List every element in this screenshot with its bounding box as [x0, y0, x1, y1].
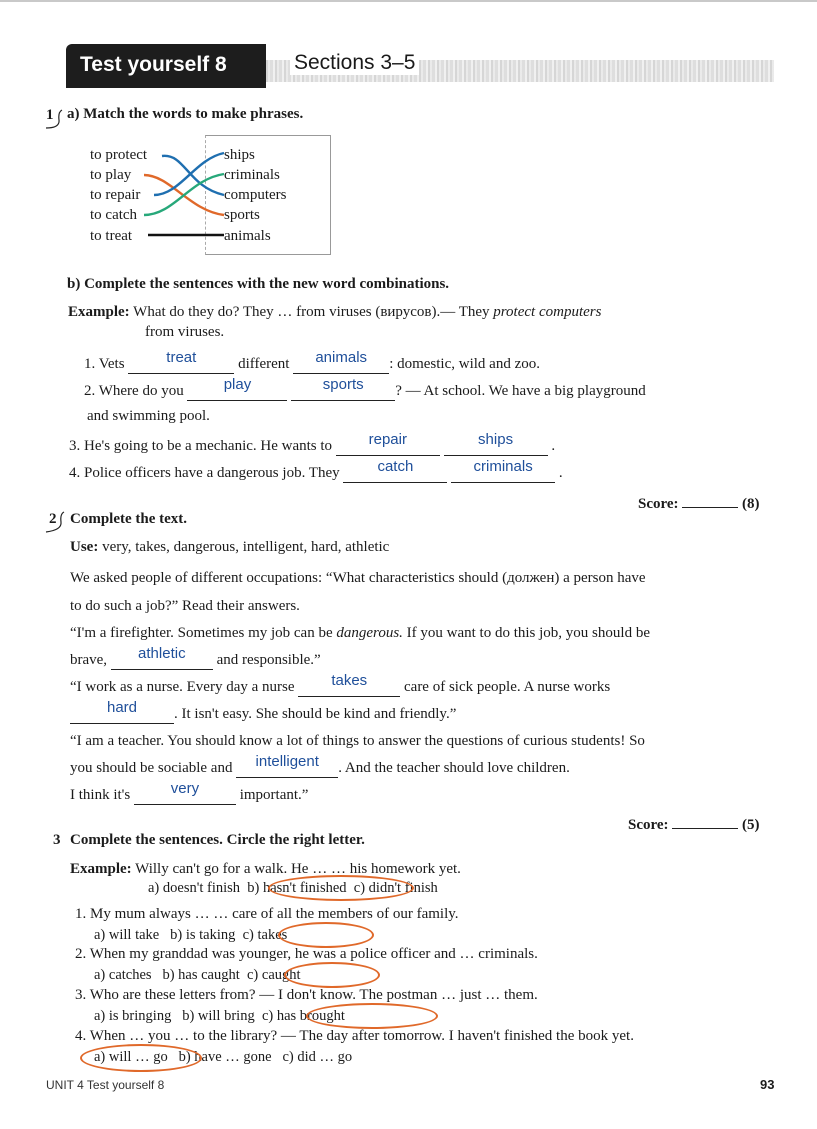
s2-blank-a[interactable] [187, 376, 287, 401]
option-c[interactable]: c) didn't finish [353, 880, 438, 896]
ex3-q4: 4. When … you … to the library? — The day after tomorrow. I haven't finished the book yet. [75, 1028, 634, 1044]
score-value: (8) [742, 496, 760, 512]
ex2-p3b [70, 699, 457, 724]
p2b-blank[interactable] [111, 645, 213, 670]
ex1-sentence-3 [69, 431, 556, 456]
header-sections: Sections 3–5 [290, 51, 419, 75]
ex2-use [70, 539, 389, 556]
s4-post: . [558, 465, 563, 481]
example-italic: protect computers [493, 304, 602, 320]
option-c[interactable]: c) caught [247, 967, 301, 983]
p5-blank[interactable] [134, 780, 236, 805]
use-words: very, takes, dangerous, intelligent, hard, athletic [102, 539, 390, 555]
s1-blank-b[interactable] [293, 349, 389, 374]
p2-pre: “I'm a firefighter. Sometimes my job can be [70, 625, 333, 641]
p3-answer: takes [331, 672, 368, 689]
option-a[interactable]: a) is bringing [94, 1008, 172, 1024]
s2-answer-b: sports [322, 376, 364, 393]
ex2-p4b [70, 753, 570, 778]
q3-answer-circle [306, 1003, 438, 1029]
ex1-sentence-1 [84, 349, 540, 374]
p2-post: If you want to do this job, you should be [406, 625, 650, 641]
right-word: sports [224, 207, 260, 223]
match-lines [140, 145, 230, 245]
s1-blank-a[interactable] [128, 349, 234, 374]
option-a[interactable]: a) catches [94, 967, 152, 983]
left-word: to treat [90, 228, 133, 244]
q4-answer-circle [80, 1044, 202, 1072]
p5-pre: I think it's [70, 787, 131, 803]
p5-answer: very [170, 780, 200, 797]
s3-blank-a[interactable] [336, 431, 440, 456]
ex3-q3: 3. Who are these letters from? — I don't know. The postman … just … them. [75, 987, 538, 1003]
p3b-answer: hard [106, 699, 138, 716]
s3-pre: 3. He's going to be a mechanic. He wants to [69, 438, 333, 454]
s4-blank-b[interactable] [451, 458, 555, 483]
ex1-example [68, 304, 601, 321]
score-label: Score: [628, 817, 669, 833]
option-b[interactable]: b) is taking [170, 927, 236, 943]
q2-answer-circle [284, 962, 380, 988]
s3-answer-a: repair [368, 431, 407, 448]
s3-blank-b[interactable] [444, 431, 548, 456]
s4-answer-a: catch [377, 458, 414, 475]
ex3-q1: 1. My mum always … … care of all the members of our family. [75, 906, 459, 922]
s1-mid: different [238, 356, 290, 372]
example-answer-circle [268, 875, 414, 901]
p4b-answer: intelligent [255, 753, 319, 770]
left-word: to catch [90, 207, 138, 223]
ex2-p5 [70, 780, 309, 805]
s3-post: . [551, 438, 556, 454]
right-word: computers [224, 187, 287, 203]
example-text: What do they do? They … from viruses (вирусов).— They [133, 304, 490, 320]
s2-continuation: and swimming pool. [87, 408, 210, 424]
ex1-score [638, 491, 760, 513]
page-number: 93 [760, 1077, 775, 1092]
s2-blank-b[interactable] [291, 376, 395, 401]
left-word: to play [90, 167, 132, 183]
example-label: Example: [70, 861, 132, 877]
option-c[interactable]: c) has brought [261, 1008, 345, 1024]
score-blank[interactable] [672, 812, 738, 829]
option-b[interactable]: b) has caught [162, 967, 240, 983]
q1-answer-circle [278, 922, 374, 948]
s1-post: : domestic, wild and zoo. [389, 356, 540, 372]
ex1-a-title: a) Match the words to make phrases. [67, 106, 304, 122]
s4-pre: 4. Police officers have a dangerous job. They [69, 465, 340, 481]
ex3-title: Complete the sentences. Circle the right letter. [70, 832, 365, 848]
ex2-p2b [70, 645, 321, 670]
ex2-p1b: to do such a job?” Read their answers. [70, 598, 300, 614]
s1-answer-a: treat [166, 349, 197, 366]
right-word: ships [224, 147, 255, 163]
example-question: Willy can't go for a walk. He … … his homework yet. [135, 861, 461, 877]
p3b-blank[interactable] [70, 699, 174, 724]
s1-pre: 1. Vets [84, 356, 125, 372]
p2-italic: dangerous. [336, 625, 403, 641]
ex1-sentence-2 [84, 376, 646, 401]
s4-answer-b: criminals [473, 458, 533, 475]
s4-blank-a[interactable] [343, 458, 447, 483]
p3-pre: “I work as a nurse. Every day a nurse [70, 679, 295, 695]
ex3-number: 3 [53, 832, 61, 848]
option-a[interactable]: a) will … go [94, 1049, 168, 1065]
s3-answer-b: ships [478, 431, 514, 448]
example-label: Example: [68, 304, 130, 320]
option-b[interactable]: b) will bring [182, 1008, 255, 1024]
score-value: (5) [742, 817, 760, 833]
ex2-p3 [70, 672, 611, 697]
ex2-p2 [70, 625, 650, 642]
ex2-p1: We asked people of different occupations: “What characteristics should (должен) a person have [70, 570, 646, 586]
ex1-b-title: b) Complete the sentences with the new word combinations. [67, 276, 450, 292]
ex1-sentence-4 [69, 458, 563, 483]
example-text2: from viruses. [145, 324, 225, 340]
p2b-pre: brave, [70, 652, 108, 668]
option-a[interactable]: a) will take [94, 927, 160, 943]
s2-post: ? — At school. We have a big playground [395, 383, 646, 399]
p4b-pre: you should be sociable and [70, 760, 233, 776]
ex3-example [70, 861, 461, 878]
option-c[interactable]: c) takes [242, 927, 288, 943]
ex2-p4: “I am a teacher. You should know a lot of things to answer the questions of curious students! So [70, 733, 645, 749]
ex2-number: 2 [49, 511, 57, 527]
left-word: to repair [90, 187, 141, 203]
ex2-title: Complete the text. [70, 511, 188, 527]
p4b-blank[interactable] [236, 753, 338, 778]
score-blank[interactable] [682, 491, 738, 508]
p2b-post: and responsible.” [216, 652, 321, 668]
ex1-number: 1 [46, 107, 54, 123]
p2b-answer: athletic [138, 645, 186, 662]
right-word: animals [224, 228, 271, 244]
option-a[interactable]: a) doesn't finish [148, 880, 241, 896]
p3-post: care of sick people. A nurse works [404, 679, 611, 695]
p3b-post: . It isn't easy. She should be kind and friendly.” [174, 706, 457, 722]
ex3-q1-options [94, 927, 287, 944]
footer-unit: UNIT 4 Test yourself 8 [46, 1078, 165, 1092]
option-b[interactable]: b) have … gone [178, 1049, 272, 1065]
s2-pre: 2. Where do you [84, 383, 184, 399]
left-word: to protect [90, 147, 148, 163]
top-border [0, 0, 817, 2]
ex3-q2: 2. When my granddad was younger, he was a police officer and … criminals. [75, 946, 538, 962]
right-word: criminals [224, 167, 280, 183]
ex1-bracket-mark [38, 106, 68, 132]
p4b-post: . And the teacher should love children. [338, 760, 570, 776]
s2-answer-a: play [223, 376, 252, 393]
s1-answer-b: animals [315, 349, 368, 366]
option-c[interactable]: c) did … go [282, 1049, 353, 1065]
score-label: Score: [638, 496, 679, 512]
ex2-score [628, 812, 760, 834]
option-b[interactable]: b) hasn't finished [247, 880, 347, 896]
use-label: Use: [70, 539, 99, 555]
p3-blank[interactable] [298, 672, 400, 697]
p5-post: important.” [239, 787, 309, 803]
ex3-q2-options [94, 967, 301, 984]
match-line-repair [154, 153, 224, 195]
header-badge-text: Test yourself 8 [80, 53, 227, 76]
